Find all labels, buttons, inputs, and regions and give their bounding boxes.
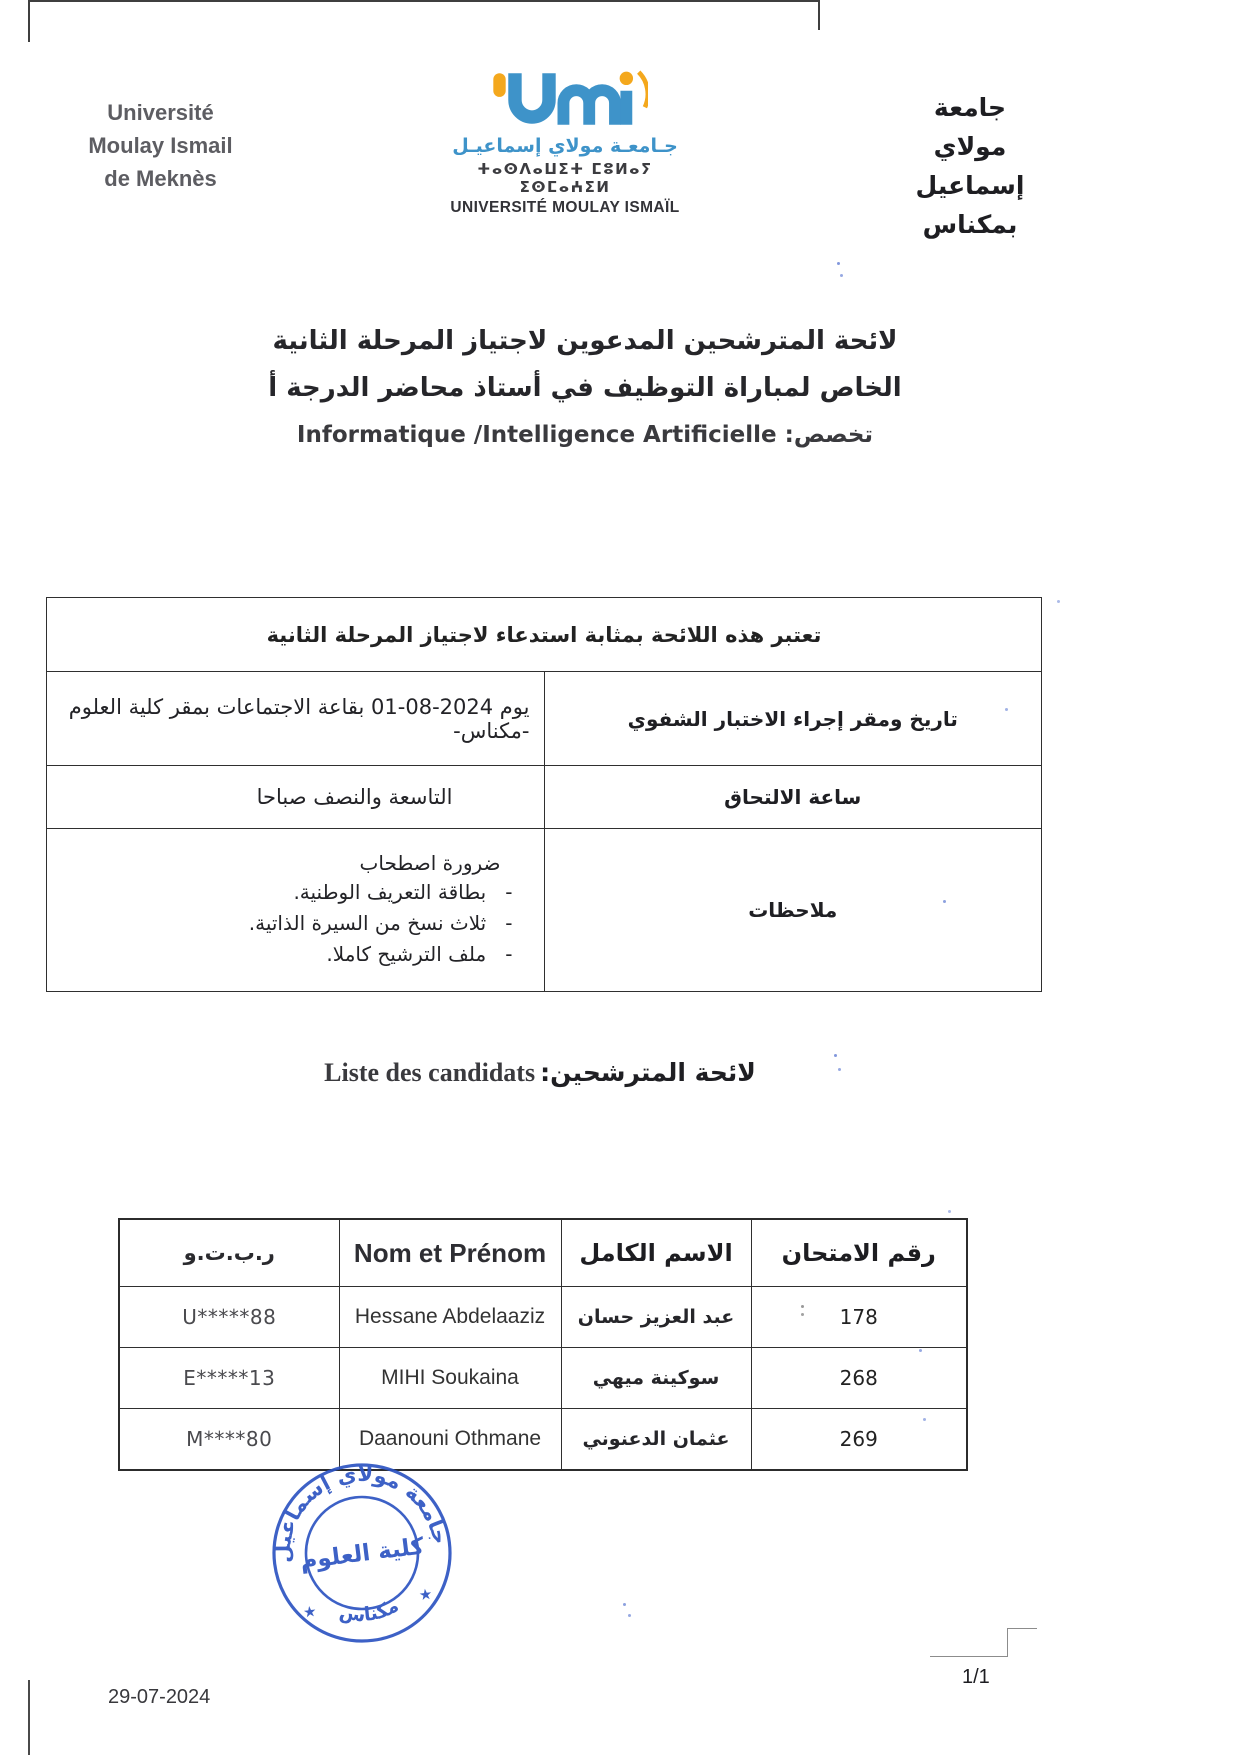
scan-edge-top-right-tick xyxy=(818,0,820,30)
note-item: - بطاقة التعريف الوطنية. xyxy=(293,879,513,904)
logo-arabic-name: جـامعـة مولاي إسماعيـل xyxy=(452,135,678,157)
page-number-rule-vertical xyxy=(1007,1628,1008,1657)
table-row xyxy=(119,1348,967,1409)
university-name-arabic-line: جامعة xyxy=(933,93,1007,122)
candidate-name-french: Daanouni Othmane xyxy=(339,1409,561,1471)
scan-edge-bottom-left xyxy=(28,1680,30,1755)
document-title xyxy=(170,326,1000,448)
logo-tifinagh-name: ⵜⴰⵙⴷⴰⵡⵉⵜ ⵎⵓⵍⴰⵢ ⵉⵙⵎⴰⵄⵉⵍ xyxy=(477,160,653,196)
stamp-ring-top-text: جامعة مولاي إسماعيل xyxy=(270,1461,453,1564)
stamp-star-left-icon: ★ xyxy=(302,1602,318,1622)
column-header-exam-number: رقم الامتحان xyxy=(751,1219,967,1287)
notes-heading: ضرورة اصطحاب xyxy=(359,850,501,875)
page-number-rule-short xyxy=(1007,1628,1037,1629)
university-name-line: Moulay Ismail xyxy=(88,133,233,158)
logo-latin-name: UNIVERSITÉ MOULAY ISMAÏL xyxy=(450,199,680,216)
note-item-text: ملف الترشيح كاملا. xyxy=(326,941,487,966)
candidate-name-arabic: عبد العزيز حسان xyxy=(561,1287,751,1348)
document-date: 29-07-2024 xyxy=(108,1686,211,1708)
table-row xyxy=(119,1287,967,1348)
column-header-cin: ر.ب.ت.و xyxy=(119,1219,339,1287)
candidate-cin: M****80 xyxy=(119,1409,339,1471)
candidate-cin: U*****88 xyxy=(119,1287,339,1348)
scan-noise-specks xyxy=(837,262,840,265)
column-header-full-name-arabic: الاسم الكامل xyxy=(561,1219,751,1287)
umi-logo-icon xyxy=(483,70,648,130)
candidates-table xyxy=(118,1218,966,1471)
info-value-date-venue: يوم 2024-08-01 بقاعة الاجتماعات بمقر كلية العلوم -مكناس- xyxy=(47,672,545,766)
candidate-cin: E*****13 xyxy=(119,1348,339,1409)
stamp-ring-bottom-text: مكناس xyxy=(337,1594,403,1627)
column-header-name-french: Nom et Prénom xyxy=(339,1219,561,1287)
candidates-list-heading-french: Liste des candidats xyxy=(324,1058,536,1087)
info-value-time: التاسعة والنصف صباحا xyxy=(47,766,545,829)
university-name-french xyxy=(78,96,243,195)
candidate-name-arabic: عثمان الدعنوني xyxy=(561,1409,751,1471)
title-specialty-line: تخصص: Informatique /Intelligence Artificielle xyxy=(296,422,874,448)
stamp-center-text: كلية العلوم xyxy=(298,1533,426,1575)
candidate-exam-number: 269 xyxy=(751,1409,967,1471)
stamp-star-right-icon: ★ xyxy=(417,1584,434,1605)
info-label-notes: ملاحظات xyxy=(544,829,1042,992)
note-item: - ملف الترشيح كاملا. xyxy=(326,941,513,966)
note-item-text: ثلاث نسخ من السيرة الذاتية. xyxy=(248,910,487,935)
table-row xyxy=(47,829,1042,992)
candidate-name-french: MIHI Soukaina xyxy=(339,1348,561,1409)
official-stamp-seal xyxy=(256,1447,468,1659)
candidates-list-heading xyxy=(130,1058,950,1088)
university-logo xyxy=(445,70,685,217)
candidate-name-french: Hessane Abdelaaziz xyxy=(339,1287,561,1348)
university-name-arabic-line: بمكناس xyxy=(922,210,1018,239)
scan-edge-top xyxy=(28,0,820,2)
university-name-line: de Meknès xyxy=(104,166,217,191)
candidates-list-heading-arabic: لائحة المترشحين: xyxy=(540,1058,756,1087)
candidate-name-arabic: سوكينة ميهي xyxy=(561,1348,751,1409)
note-item: - ثلاث نسخ من السيرة الذاتية. xyxy=(248,910,513,935)
university-name-arabic-line: مولاي إسماعيل xyxy=(915,132,1025,200)
info-label-time: ساعة الالتحاق xyxy=(544,766,1042,829)
scan-edge-top-left-tick xyxy=(28,0,30,42)
table-row xyxy=(47,766,1042,829)
title-line-1: لائحة المترشحين المدعوين لاجتياز المرحلة الثانية xyxy=(272,326,898,356)
info-label-date-venue: تاريخ ومقر إجراء الاختبار الشفوي xyxy=(544,672,1042,766)
page-number: 1/1 xyxy=(962,1666,990,1688)
table-header-row xyxy=(119,1219,967,1287)
university-name-line: Université xyxy=(107,100,214,125)
table-row xyxy=(47,672,1042,766)
candidate-exam-number: 268 xyxy=(751,1348,967,1409)
info-value-notes xyxy=(47,829,545,992)
svg-text:مكناس xyxy=(335,1593,403,1630)
university-name-arabic xyxy=(875,88,1065,244)
title-line-2: الخاص لمباراة التوظيف في أستاذ محاضر الدرجة أ xyxy=(268,373,902,403)
note-item-text: بطاقة التعريف الوطنية. xyxy=(293,879,487,904)
page-number-rule-long xyxy=(930,1656,1008,1657)
info-banner-cell: تعتبر هذه اللائحة بمثابة استدعاء لاجتياز المرحلة الثانية xyxy=(47,598,1042,672)
exam-info-table xyxy=(46,597,1042,992)
candidate-exam-number: 178 xyxy=(751,1287,967,1348)
table-row xyxy=(119,1409,967,1471)
